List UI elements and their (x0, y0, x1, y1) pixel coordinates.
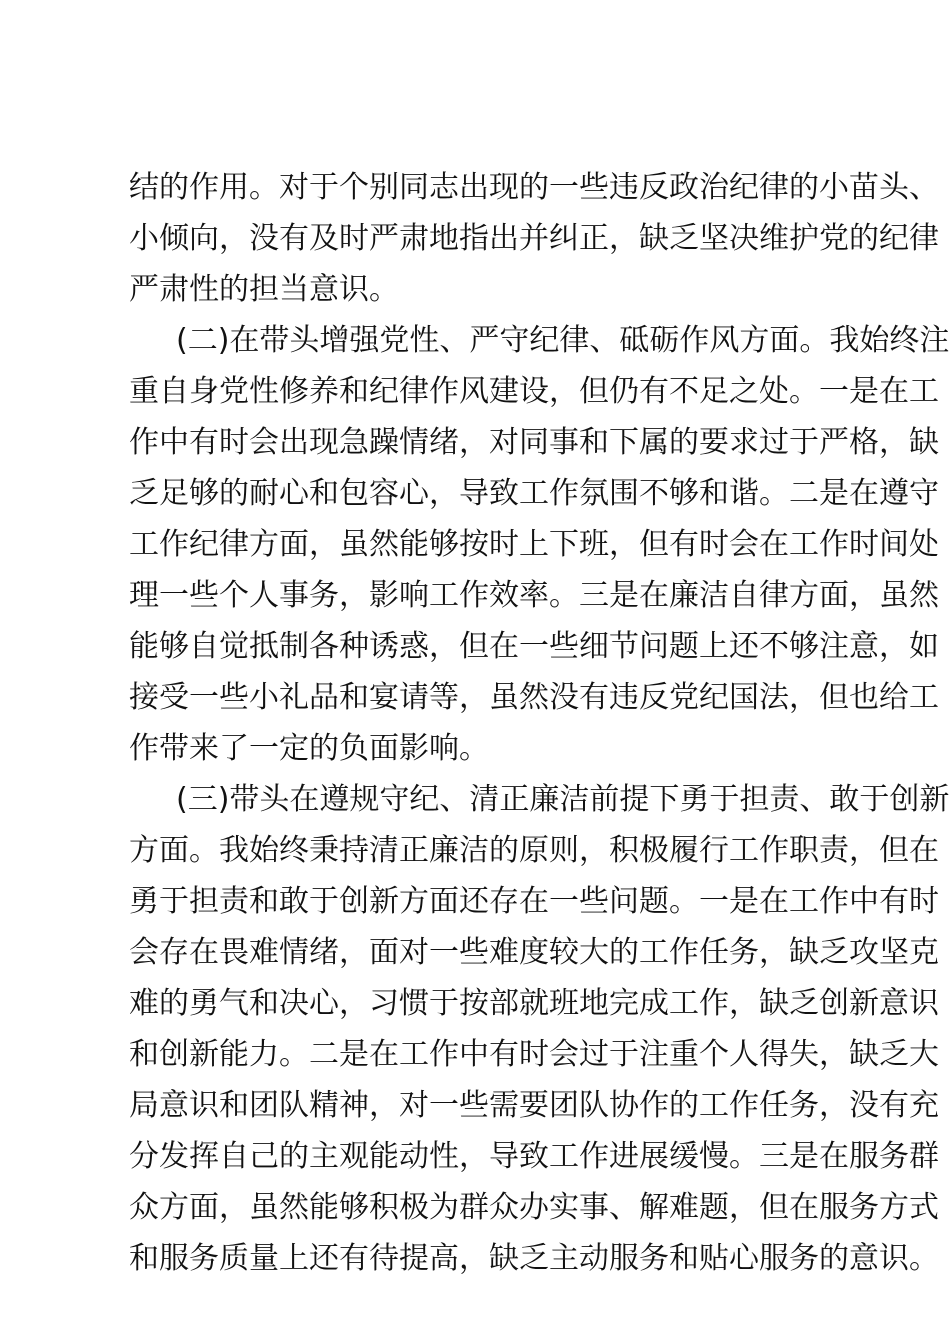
body-text-line: 重自身党性修养和纪律作风建设，但仍有不足之处。一是在工 (129, 374, 939, 409)
body-text-line: 作带来了一定的负面影响。 (129, 731, 489, 766)
body-text-line: 严肃性的担当意识。 (129, 272, 399, 307)
body-text-line: 结的作用。对于个别同志出现的一些违反政治纪律的小苗头、 (129, 170, 939, 205)
body-text-line: 能够自觉抵制各种诱惑，但在一些细节问题上还不够注意，如 (129, 629, 939, 664)
body-text-line: 会存在畏难情绪，面对一些难度较大的工作任务，缺乏攻坚克 (129, 935, 939, 970)
body-text-line: 接受一些小礼品和宴请等，虽然没有违反党纪国法，但也给工 (129, 680, 939, 715)
body-text-line: 局意识和团队精神，对一些需要团队协作的工作任务，没有充 (129, 1088, 939, 1123)
body-text-line: 众方面，虽然能够积极为群众办实事、解难题，但在服务方式 (129, 1190, 939, 1225)
body-text-line: 难的勇气和决心，习惯于按部就班地完成工作，缺乏创新意识 (129, 986, 939, 1021)
body-text-line: 和服务质量上还有待提高，缺乏主动服务和贴心服务的意识。 (129, 1241, 939, 1276)
section-heading-line: (二)在带头增强党性、严守纪律、砥砺作风方面。我始终注 (176, 323, 950, 358)
body-text-line: 作中有时会出现急躁情绪，对同事和下属的要求过于严格，缺 (129, 425, 939, 460)
body-text-line: 勇于担责和敢于创新方面还存在一些问题。一是在工作中有时 (129, 884, 939, 919)
body-text-line: 方面。我始终秉持清正廉洁的原则，积极履行工作职责，但在 (129, 833, 939, 868)
body-text-line: 乏足够的耐心和包容心，导致工作氛围不够和谐。二是在遵守 (129, 476, 939, 511)
body-text-line: 小倾向，没有及时严肃地指出并纠正，缺乏坚决维护党的纪律 (129, 221, 939, 256)
body-text-line: 工作纪律方面，虽然能够按时上下班，但有时会在工作时间处 (129, 527, 939, 562)
body-text-line: 分发挥自己的主观能动性，导致工作进展缓慢。三是在服务群 (129, 1139, 939, 1174)
section-heading-line: (三)带头在遵规守纪、清正廉洁前提下勇于担责、敢于创新 (176, 782, 950, 817)
body-text-line: 理一些个人事务，影响工作效率。三是在廉洁自律方面，虽然 (129, 578, 939, 613)
body-text-line: 和创新能力。二是在工作中有时会过于注重个人得失，缺乏大 (129, 1037, 939, 1072)
